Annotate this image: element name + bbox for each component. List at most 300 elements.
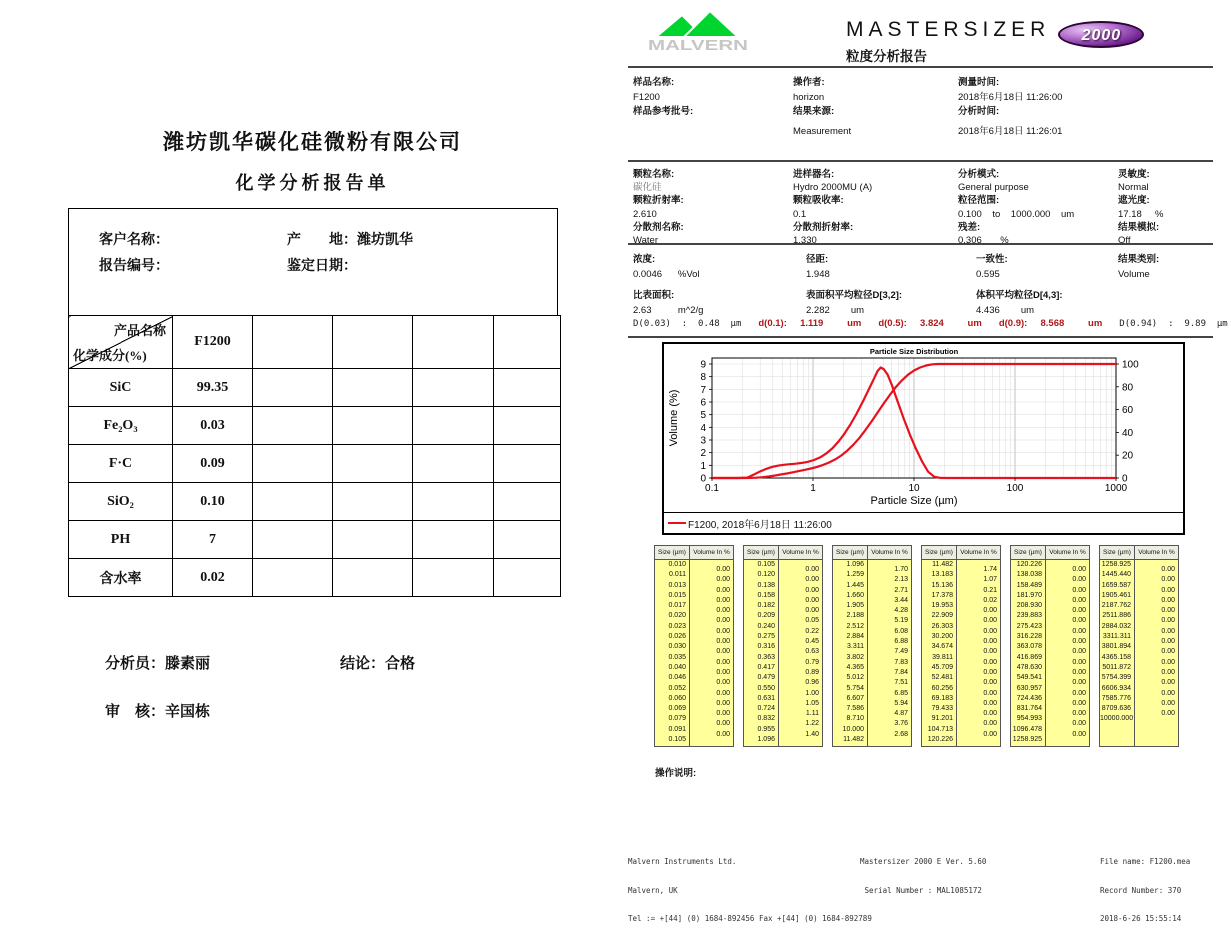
dispersant-name-value: Water (633, 235, 658, 247)
volume-value: 0.00 (1072, 668, 1086, 676)
size-value: 0.011 (669, 571, 686, 579)
value-cell: 0.02 (173, 559, 253, 597)
volume-value: 0.00 (716, 648, 730, 656)
params-section (628, 168, 1213, 248)
particle-ri-value: 2.610 (633, 208, 657, 220)
size-value: 0.091 (668, 725, 686, 733)
size-value: 3.311 (847, 643, 864, 651)
svg-text:Particle Size Distribution: Particle Size Distribution (869, 347, 959, 356)
size-value: 724.436 (1016, 694, 1042, 702)
table-row (69, 407, 561, 445)
value-cell: 99.35 (173, 369, 253, 407)
volume-value: 0.00 (1161, 617, 1175, 625)
volume-value: 0.00 (716, 720, 730, 728)
uniformity-value: 0.595 (976, 268, 1000, 280)
volume-value: 0.00 (983, 720, 997, 728)
empty-cell (253, 521, 333, 559)
analysis-time-value: 2018年6月18日 11:26:01 (958, 125, 1063, 137)
size-value: 8.710 (846, 715, 864, 723)
size-value: 0.417 (757, 663, 775, 671)
volume-value: 0.05 (805, 617, 819, 625)
size-value: 0.479 (757, 674, 775, 682)
logo-wordmark: MALVERN (648, 37, 748, 54)
d-values-line (633, 318, 1228, 330)
volume-value: 1.07 (983, 576, 997, 584)
size-value: 91.201 (931, 715, 953, 723)
concentration-value: 0.0046 %Vol (633, 268, 700, 280)
report-info-box (68, 208, 558, 316)
absorption-value: 0.1 (793, 208, 807, 220)
empty-cell (333, 559, 413, 597)
svg-text:0: 0 (1122, 473, 1128, 485)
empty-cell (253, 407, 333, 445)
size-tables-row (654, 545, 1179, 747)
volume-value: 0.00 (716, 668, 730, 676)
volume-value: 0.00 (805, 586, 819, 594)
size-value: 275.423 (1016, 622, 1042, 630)
date-label: 鉴定日期： (287, 259, 357, 274)
value-cell: 0.03 (173, 407, 253, 445)
size-value: 10.000 (842, 725, 864, 733)
volume-value: 0.00 (716, 607, 730, 615)
corner-product-label: 产品名称 (113, 323, 166, 338)
analysis-time-label: 分析时间: (958, 106, 1000, 117)
footer-left (628, 838, 872, 943)
volume-value: 0.00 (716, 730, 730, 738)
empty-cell (333, 407, 413, 445)
size-value: 2187.762 (1101, 602, 1131, 610)
sample-batch-label: 样品参考批号: (633, 106, 694, 117)
d32-value: 2.282 um (806, 304, 865, 316)
sample-col3 (958, 76, 1062, 139)
empty-cell (494, 521, 561, 559)
volume-value: 1.70 (894, 566, 908, 573)
legend-label: F1200, 2018年6月18日 11:26:00 (688, 519, 832, 531)
volume-value: 4.87 (894, 710, 908, 718)
empty-cell (413, 369, 494, 407)
svg-text:3: 3 (700, 435, 706, 447)
volume-value: 7.51 (894, 679, 908, 687)
size-value: 6.607 (846, 694, 864, 702)
size-value: 60.256 (931, 684, 953, 692)
size-value: 0.052 (668, 684, 686, 692)
result-emulation-label: 结果模拟: (1118, 221, 1160, 233)
volume-column-header: Volume In % (693, 549, 730, 556)
size-value: 363.078 (1016, 643, 1042, 651)
volume-value: 0.45 (805, 638, 819, 646)
volume-value: 0.00 (1072, 710, 1086, 718)
volume-value: 5.94 (894, 699, 908, 707)
footer-phone: Tel := +[44] (0) 1684-892456 Fax +[44] (0) 1684-892789 (628, 914, 872, 923)
ssa-value: 2.63 m^2/g (633, 304, 704, 316)
size-value: 0.026 (668, 633, 686, 641)
volume-value: 7.83 (894, 658, 908, 666)
size-value: 11.482 (843, 736, 864, 744)
size-value: 120.226 (1016, 561, 1042, 568)
volume-value: 0.00 (716, 699, 730, 707)
volume-value: 0.00 (1161, 699, 1175, 707)
size-value: 208.930 (1016, 602, 1042, 610)
size-value: 0.010 (668, 561, 686, 568)
divider (628, 160, 1213, 162)
result-source-value: Measurement (793, 125, 852, 137)
size-value: 19.953 (931, 602, 953, 610)
svg-text:7: 7 (700, 384, 706, 396)
empty-cell (494, 559, 561, 597)
volume-value: 0.00 (983, 699, 997, 707)
size-value: 158.489 (1016, 581, 1042, 589)
mastersizer-report (628, 5, 1228, 923)
origin-label: 产 地： (287, 233, 357, 248)
size-table-4 (921, 545, 1001, 747)
empty-cell (253, 445, 333, 483)
volume-value: 1.00 (805, 689, 819, 697)
size-value: 0.105 (757, 561, 775, 568)
volume-value: 0.00 (1072, 730, 1086, 738)
volume-value: 0.00 (1072, 638, 1086, 646)
volume-value: 1.11 (805, 710, 819, 718)
size-column-header: Size (µm) (1100, 546, 1135, 559)
size-value: 0.631 (757, 694, 775, 702)
size-value: 138.038 (1016, 571, 1042, 579)
volume-value: 0.00 (1072, 566, 1086, 573)
conclusion-field (340, 652, 415, 673)
residual-label: 残差: (958, 221, 981, 233)
d09-value: d(0.9): 8.568 um (998, 318, 1103, 329)
volume-value: 0.00 (1161, 689, 1175, 697)
size-value: 5754.399 (1101, 674, 1131, 682)
svg-text:6: 6 (700, 397, 706, 409)
volume-value: 0.00 (716, 710, 730, 718)
footer-software-version: Mastersizer 2000 E Ver. 5.60 (860, 857, 987, 866)
particle-name-value: 碳化硅 (633, 182, 662, 194)
volume-value: 6.08 (894, 627, 908, 635)
volume-value: 0.00 (983, 689, 997, 697)
volume-value: 0.00 (1161, 710, 1175, 718)
size-value: 181.970 (1016, 591, 1042, 599)
size-value: 0.015 (668, 591, 686, 599)
table-row (69, 483, 561, 521)
divider (628, 336, 1213, 338)
size-value: 3311.311 (1102, 633, 1131, 641)
svg-text:Particle Size (µm): Particle Size (µm) (870, 495, 958, 507)
size-value: 0.724 (757, 705, 775, 713)
size-value: 0.040 (668, 663, 686, 671)
empty-cell (413, 445, 494, 483)
volume-value: 0.96 (805, 679, 819, 687)
footer-center (860, 838, 986, 914)
sample-col1 (633, 76, 693, 120)
size-value: 1258.925 (1012, 736, 1042, 744)
volume-value: 0.00 (1161, 596, 1175, 604)
volume-column-header: Volume In % (871, 549, 908, 556)
absorption-label: 颗粒吸收率: (793, 195, 844, 207)
legend-line-sample (668, 522, 686, 524)
component-cell: PH (69, 521, 173, 559)
volume-value: 0.00 (1161, 648, 1175, 656)
volume-value: 3.76 (894, 720, 908, 728)
empty-cell (333, 521, 413, 559)
size-value: 22.909 (931, 612, 953, 620)
volume-value: 0.22 (805, 627, 819, 635)
svg-text:10: 10 (908, 483, 920, 494)
empty-cell (413, 559, 494, 597)
particle-name-label: 颗粒名称: (633, 169, 675, 180)
sample-name-value: F1200 (633, 91, 660, 103)
volume-value: 5.19 (894, 617, 908, 625)
size-value: 0.069 (668, 705, 686, 713)
volume-value: 0.21 (983, 586, 997, 594)
size-value: 11.482 (932, 561, 953, 568)
footer-serial-number: Serial Number : MAL1085172 (864, 885, 982, 895)
report-title: 化学分析报告单 (235, 173, 390, 193)
size-value: 2.188 (846, 612, 864, 620)
svg-text:4: 4 (700, 422, 706, 434)
volume-value: 7.84 (894, 668, 908, 676)
size-value: 1659.587 (1101, 581, 1131, 589)
size-value: 39.811 (932, 653, 953, 661)
volume-value: 0.00 (1161, 679, 1175, 687)
svg-text:Volume (%): Volume (%) (668, 389, 680, 447)
volume-value: 0.00 (1161, 627, 1175, 635)
empty-cell (494, 483, 561, 521)
size-value: 7585.776 (1101, 694, 1131, 702)
result-type-value: Volume (1118, 268, 1150, 280)
report-no-label: 报告编号： (99, 259, 169, 274)
empty-cell (494, 369, 561, 407)
size-range-label: 粒径范围: (958, 195, 1000, 207)
volume-column-header: Volume In % (782, 549, 819, 556)
product-name: MASTERSIZER (846, 18, 1051, 41)
volume-column-header: Volume In % (1049, 549, 1086, 556)
size-value: 1.445 (846, 581, 864, 589)
size-value: 5011.872 (1102, 663, 1131, 671)
volume-value: 0.00 (716, 617, 730, 625)
volume-value: 0.00 (1072, 576, 1086, 584)
footer-location: Malvern, UK (628, 885, 678, 895)
size-value: 1096.478 (1012, 725, 1042, 733)
volume-value: 0.00 (983, 679, 997, 687)
divider (628, 66, 1213, 68)
volume-value: 0.00 (983, 658, 997, 666)
size-value: 0.275 (757, 633, 775, 641)
volume-value: 0.00 (1072, 607, 1086, 615)
measure-time-label: 测量时间: (958, 77, 1000, 88)
analyst-name: 滕素丽 (165, 656, 211, 672)
size-value: 13.183 (931, 571, 953, 579)
size-value: 0.020 (668, 612, 686, 620)
value-cell: 7 (173, 521, 253, 559)
volume-value: 0.00 (1072, 679, 1086, 687)
volume-value: 0.00 (983, 607, 997, 615)
svg-text:20: 20 (1122, 450, 1134, 462)
size-table-1 (654, 545, 734, 747)
concentration-label: 浓度: (633, 254, 656, 265)
volume-column-header: Volume In % (960, 549, 997, 556)
svg-text:1: 1 (700, 460, 706, 472)
measure-time-value: 2018年6月18日 11:26:00 (958, 91, 1063, 103)
empty-cell (494, 445, 561, 483)
chart-plot-area (664, 344, 1183, 512)
sample-col2 (793, 76, 851, 139)
volume-value: 0.00 (716, 689, 730, 697)
svg-text:9: 9 (700, 359, 706, 371)
size-column-header: Size (µm) (833, 546, 868, 559)
volume-value: 1.40 (805, 730, 819, 738)
size-value: 0.316 (757, 643, 775, 651)
operator-value: horizon (793, 91, 825, 103)
size-value: 1445.440 (1101, 571, 1131, 579)
size-value: 478.630 (1016, 663, 1042, 671)
obscuration-value: 17.18 % (1118, 208, 1164, 220)
size-value: 831.764 (1016, 705, 1042, 713)
volume-value: 0.00 (983, 648, 997, 656)
analyst-field (105, 652, 210, 673)
corner-composition-label: 化学成分(%) (73, 348, 147, 363)
volume-value: 0.00 (1161, 658, 1175, 666)
ssa-label: 比表面积: (633, 290, 675, 301)
customer-label: 客户名称： (99, 233, 169, 248)
d094-value: D(0.94) : 9.89 µm (1119, 319, 1228, 329)
volume-value: 2.71 (894, 586, 908, 594)
volume-value: 0.00 (1161, 607, 1175, 615)
value-cell: 0.09 (173, 445, 253, 483)
size-value: 2.884 (846, 633, 864, 641)
size-value: 239.883 (1016, 612, 1042, 620)
size-value: 0.158 (757, 591, 775, 599)
empty-cell (333, 316, 413, 369)
volume-value: 0.00 (1072, 720, 1086, 728)
sample-name-label: 样品名称: (633, 77, 675, 88)
footer-right (1100, 838, 1190, 943)
size-value: 0.550 (757, 684, 775, 692)
size-value: 3.802 (846, 653, 864, 661)
empty-cell (333, 369, 413, 407)
size-value: 1.259 (846, 571, 864, 579)
size-value: 4.365 (846, 663, 864, 671)
volume-value: 3.44 (894, 596, 908, 604)
size-value: 52.481 (931, 674, 953, 682)
svg-text:2: 2 (700, 448, 706, 460)
volume-value: 0.00 (1072, 648, 1086, 656)
size-value: 0.046 (668, 674, 686, 682)
results-col3 (976, 253, 1063, 318)
svg-text:60: 60 (1122, 405, 1134, 417)
size-table-2 (743, 545, 823, 747)
size-value: 0.023 (668, 622, 686, 630)
size-table-6 (1099, 545, 1179, 747)
empty-cell (413, 483, 494, 521)
d003-value: D(0.03) : 0.48 µm (633, 319, 742, 329)
size-value: 0.240 (757, 622, 775, 630)
component-cell: SiO₂ (69, 483, 173, 521)
volume-value: 1.74 (983, 566, 997, 573)
volume-value: 6.85 (894, 689, 908, 697)
volume-value: 0.00 (1161, 668, 1175, 676)
d05-value: d(0.5): 3.824 um (878, 318, 982, 329)
component-cell: Fe₂O₃ (69, 407, 173, 445)
size-value: 1905.461 (1101, 591, 1131, 599)
component-cell: F·C (69, 445, 173, 483)
size-value: 17.378 (931, 591, 953, 599)
size-value: 0.017 (668, 602, 686, 610)
size-value: 416.869 (1016, 653, 1042, 661)
dispersant-ri-label: 分散剂折射率: (793, 221, 854, 233)
size-value: 6606.934 (1101, 684, 1131, 692)
size-table-3 (832, 545, 912, 747)
volume-value: 1.22 (805, 720, 819, 728)
table-row (69, 521, 561, 559)
svg-text:40: 40 (1122, 427, 1134, 439)
size-value: 3801.894 (1101, 643, 1131, 651)
volume-value: 0.00 (983, 668, 997, 676)
size-value: 34.674 (931, 643, 953, 651)
volume-value: 2.13 (894, 576, 908, 584)
volume-value: 0.00 (805, 607, 819, 615)
volume-value: 0.00 (1072, 689, 1086, 697)
volume-value: 0.00 (1161, 638, 1175, 646)
size-value: 5.012 (846, 674, 864, 682)
size-range-value: 0.100 to 1000.000 um (958, 208, 1075, 220)
size-value: 1.096 (846, 561, 864, 568)
empty-cell (333, 445, 413, 483)
size-column-header: Size (µm) (1011, 546, 1046, 559)
obscuration-label: 遮光度: (1118, 195, 1150, 207)
size-value: 45.709 (931, 663, 953, 671)
size-value: 954.993 (1016, 715, 1042, 723)
params-col1 (633, 168, 684, 247)
size-value: 0.138 (757, 581, 775, 589)
empty-cell (253, 559, 333, 597)
size-value: 0.182 (757, 602, 775, 610)
volume-value: 0.00 (1072, 586, 1086, 594)
malvern-logo (642, 8, 752, 57)
size-value: 630.957 (1016, 684, 1042, 692)
reviewer-name: 辛国栋 (165, 704, 211, 720)
svg-text:5: 5 (700, 410, 706, 422)
size-table-5 (1010, 545, 1090, 747)
divider (628, 243, 1213, 245)
size-value: 4365.158 (1101, 653, 1131, 661)
footer-company: Malvern Instruments Ltd. (628, 857, 737, 866)
volume-value: 0.00 (805, 576, 819, 584)
size-value: 2511.886 (1102, 612, 1131, 620)
size-column-header: Size (µm) (744, 546, 779, 559)
residual-value: 0.306 % (958, 235, 1009, 247)
size-column-header: Size (µm) (655, 546, 690, 559)
size-value: 5.754 (846, 684, 864, 692)
product-name-cell: F1200 (173, 316, 253, 369)
table-header-row (69, 316, 561, 369)
component-cell: 含水率 (69, 559, 173, 597)
empty-cell (413, 407, 494, 445)
d43-label: 体积平均粒径D[4,3]: (976, 290, 1063, 301)
volume-value: 0.00 (1072, 627, 1086, 635)
empty-cell (253, 316, 333, 369)
volume-value: 0.00 (716, 566, 730, 573)
volume-value: 0.00 (983, 627, 997, 635)
volume-column-header: Volume In % (1138, 549, 1175, 556)
svg-text:100: 100 (1006, 483, 1024, 494)
size-value: 69.183 (931, 694, 953, 702)
volume-value: 0.00 (716, 679, 730, 687)
chemistry-table (68, 315, 561, 597)
particle-ri-label: 颗粒折射率: (633, 195, 684, 207)
results-section (628, 253, 1213, 315)
chart-legend (664, 512, 1183, 533)
results-col2 (806, 253, 902, 318)
accessory-value: Hydro 2000MU (A) (793, 182, 873, 194)
